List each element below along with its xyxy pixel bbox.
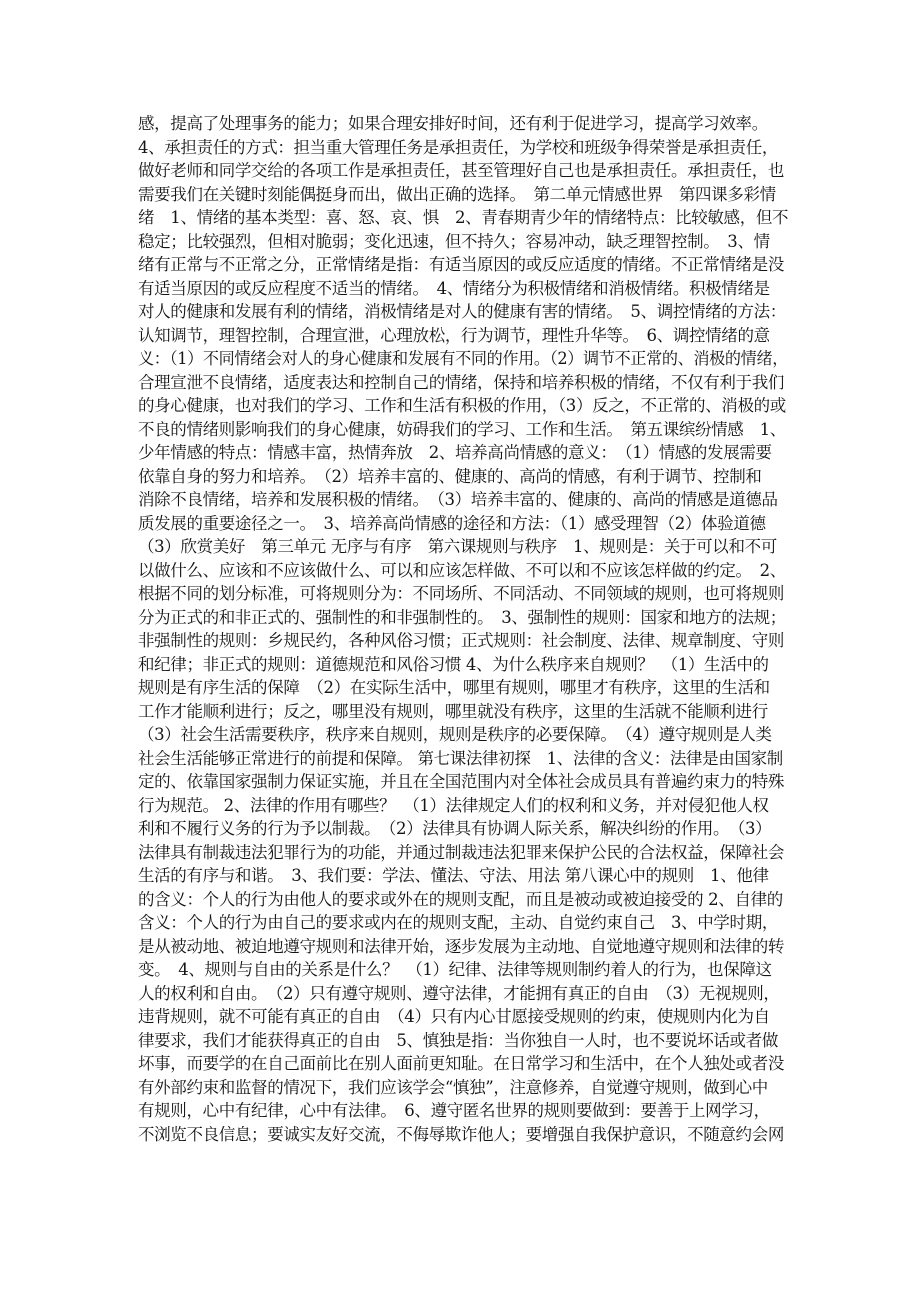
text-line: 违背规则，就不可能有真正的自由 （4）只有内心甘愿接受规则的约束，使规则内化为自 <box>138 1007 770 1026</box>
text-line: 是从被动地、被迫地遵守规则和法律开始，逐步发展为主动地、自觉地遵守规则和法律的转 <box>138 936 785 956</box>
text-line: 质发展的重要途径之一。 3、培养高尚情感的途径和方法：（1）感受理智（2）体验道德 <box>138 513 766 533</box>
text-line: 不浏览不良信息；要诚实友好交流，不侮辱欺诈他人；要增强自我保护意识，不随意约会网 <box>138 1124 785 1144</box>
text-line: （3）社会生活需要秩序，秩序来自规则，规则是秩序的必要保障。 （4）遵守规则是人类 <box>138 725 772 744</box>
text-line: 感，提高了处理事务的能力；如果合理安排好时间，还有利于促进学习，提高学习效率。 <box>138 114 768 133</box>
text-line: 合理宣泄不良情绪，适度表达和控制自己的情绪，保持和培养积极的情绪，不仅有利于我们 <box>138 372 785 392</box>
text-line: 根据不同的划分标准，可将规则分为：不同场所、不同活动、不同领域的规则，也可将规则 <box>138 584 785 603</box>
text-line: 和纪律；非正式的规则：道德规范和风俗习惯 4、为什么秩序来自规则？ （1）生活中的 <box>138 654 769 674</box>
text-line: 认知调节，理智控制，合理宣泄，心理放松，行为调节，理性升华等。 6、调控情绪的意 <box>138 325 770 345</box>
text-line: （3）欣赏美好 第三单元 无序与有序 第六课规则与秩序 1、规则是：关于可以和不可 <box>138 537 777 556</box>
text-line: 规则是有序生活的保障 （2）在实际生活中，哪里有规则，哪里才有秩序，这里的生活和 <box>138 678 770 697</box>
text-line: 有适当原因的或反应程度不适当的情绪。 4、情绪分为积极情绪和消极情绪。积极情绪是 <box>138 278 770 298</box>
text-line: 有规则，心中有纪律，心中有法律。 6、遵守匿名世界的规则要做到：要善于上网学习， <box>138 1101 770 1120</box>
text-line: 的身心健康，也对我们的学习、工作和生活有积极的作用，（3）反之，不正常的、消极的或 <box>138 396 786 415</box>
text-line: 人的权利和自由。 （2）只有遵守规则、遵守法律，才能拥有真正的自由 （3）无视规则， <box>138 983 780 1003</box>
text-line: 社会生活能够正常进行的前提和保障。 第七课法律初探 1、法律的含义：法律是由国家制 <box>138 748 783 768</box>
text-line: 利和不履行义务的行为予以制裁。 （2）法律具有协调人际关系，解决纠纷的作用。 （3） <box>138 819 772 838</box>
text-line: 做好老师和同学交给的各项工作是承担责任，甚至管理好自己也是承担责任。承担责任，也 <box>138 161 785 180</box>
text-line: 以做什么、应该和不应该做什么、可以和应该怎样做、不可以和不应该怎样做的约定。 2、 <box>138 560 786 580</box>
text-line: 律要求，我们才能获得真正的自由 5、慎独是指：当你独自一人时，也不要说坏话或者做 <box>138 1030 778 1050</box>
text-line: 行为规范。 2、法律的作用有哪些？ （1）法律规定人们的权利和义务，并对侵犯他人权 <box>138 795 769 815</box>
text-line: 对人的健康和发展有利的情绪，消极情绪是对人的健康有害的情绪。 5、调控情绪的方法： <box>138 302 786 321</box>
text-line: 依靠自身的努力和培养。 （2）培养丰富的、健康的、高尚的情感，有利于调节、控制和 <box>138 466 762 486</box>
text-line: 少年情感的特点：情感丰富，热情奔放 2、培养高尚情感的意义： （1）情感的发展需要 <box>138 443 772 462</box>
document-page <box>138 112 788 1146</box>
text-line: 需要我们在关键时刻能偶挺身而出，做出正确的选择。 第二单元情感世界 第四课多彩情 <box>138 184 776 204</box>
text-line: 变。 4、规则与自由的关系是什么？ （1）纪律、法律等规则制约着人的行为，也保障这 <box>138 960 772 979</box>
text-line: 消除不良情绪，培养和发展积极的情绪。 （3）培养丰富的、健康的、高尚的情感是道德品 <box>138 490 778 509</box>
text-line: 含义：个人的行为由自己的要求或内在的规则支配，主动、自觉约束自己 3、中学时期， <box>138 913 778 932</box>
text-line: 非强制性的规则：乡规民约，各种风俗习惯；正式规则：社会制度、法律、规章制度、守则 <box>138 631 785 650</box>
text-line: 工作才能顺利进行；反之，哪里没有规则，哪里就没有秩序，这里的生活就不能顺利进行 <box>138 701 768 721</box>
text-line: 定的、依靠国家强制力保证实施，并且在全国范围内对全体社会成员具有普遍约束力的特殊 <box>138 772 785 791</box>
text-line: 绪 1、情绪的基本类型：喜、怒、哀、惧 2、青春期青少年的情绪特点：比较敏感，但不 <box>138 208 789 227</box>
text-line: 有外部约束和监督的情况下，我们应该学会“慎独”，注意修养，自觉遵守规则，做到心中 <box>138 1077 768 1097</box>
text-line: 坏事，而要学的在自己面前比在别人面前更知耻。在日常学习和生活中，在个人独处或者没 <box>138 1054 785 1073</box>
text-line: 的含义：个人的行为由他人的要求或外在的规则支配，而且是被动或被迫接受的 2、自律的 <box>138 889 783 909</box>
text-line: 绪有正常与不正常之分，正常情绪是指：有适当原因的或反应适度的情绪。不正常情绪是没 <box>138 255 785 274</box>
text-line: 生活的有序与和谐。 3、我们要：学法、懂法、守法、用法 第八课心中的规则 1、他律 <box>138 866 769 885</box>
text-line: 4、承担责任的方式：担当重大管理任务是承担责任，为学校和班级争得荣誉是承担责任， <box>138 137 778 157</box>
text-line: 稳定；比较强烈，但相对脆弱；变化迅速，但不持久；容易冲动，缺乏理智控制。 3、情 <box>138 231 770 251</box>
text-line: 不良的情绪则影响我们的身心健康，妨碍我们的学习、工作和生活。 第五课缤纷情感 1、 <box>138 419 786 439</box>
text-line: 分为正式的和非正式的、强制性的和非强制性的。 3、强制性的规则：国家和地方的法规； <box>138 607 786 627</box>
text-line: 义：（1）不同情绪会对人的身心健康和发展有不同的作用。（2）调节不正常的、消极的情绪， <box>138 349 788 368</box>
text-line: 法律具有制裁违法犯罪行为的功能，并通过制裁违法犯罪来保护公民的合法权益，保障社会 <box>138 842 785 862</box>
